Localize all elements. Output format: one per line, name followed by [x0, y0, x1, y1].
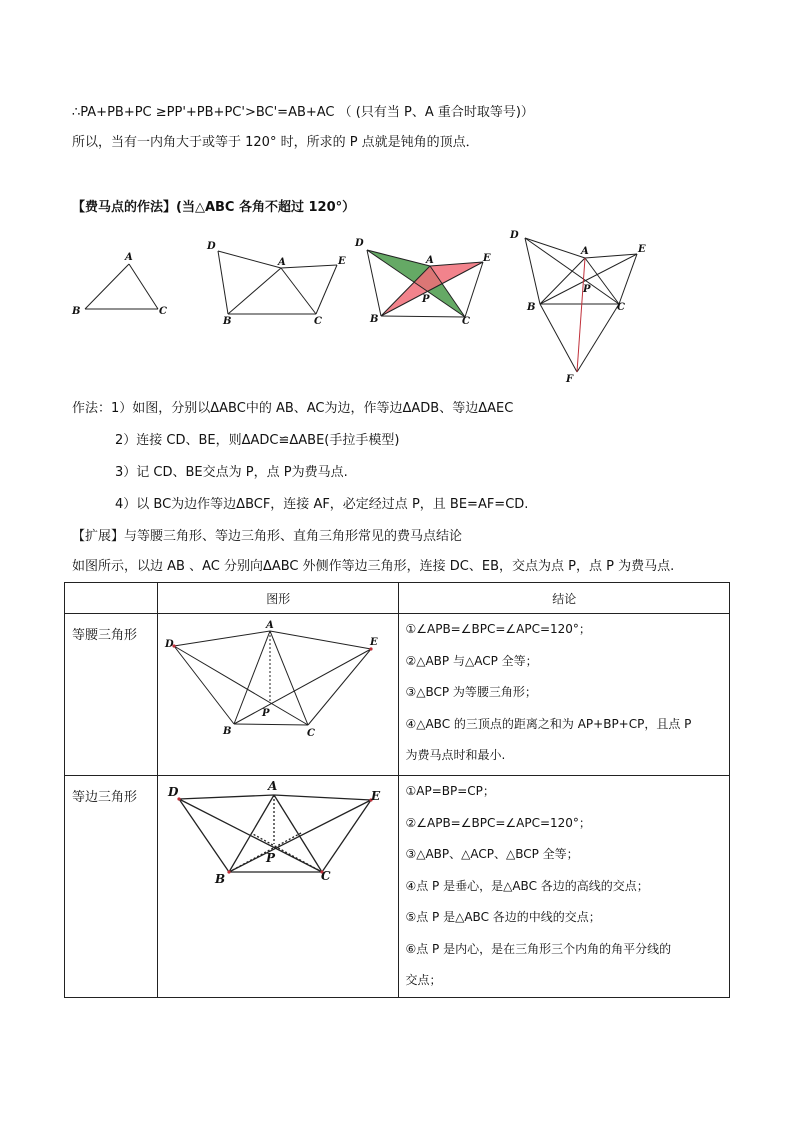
label-d: D: [355, 238, 364, 249]
conclusion-item: ②△ABP 与△ACP 全等；: [405, 653, 538, 668]
label-a: A: [581, 246, 589, 257]
step-1: 作法：1）如图，分别以ΔABC中的 AB、AC为边，作等边ΔADB、等边ΔAEC: [72, 401, 514, 416]
segment-ac: [129, 264, 158, 309]
conclusion-item: ③△BCP 为等腰三角形；: [405, 685, 537, 699]
conclusion-item: ④△ABC 的三顶点的距离之和为 AP+BP+CP，且点 P: [405, 716, 692, 731]
label-c: C: [159, 306, 167, 317]
conclusion-line: 所以，当有一内角大于或等于 120° 时，所求的 P 点就是钝角的顶点．: [72, 135, 479, 150]
label-c: C: [321, 869, 331, 883]
label-a: A: [278, 257, 286, 268]
conclusion-item: ⑤点 P 是△ABC 各边的中线的交点；: [405, 910, 601, 924]
extension-heading: 【扩展】与等腰三角形、等边三角形、直角三角形常见的费马点结论: [72, 529, 463, 544]
label-d: D: [207, 241, 216, 252]
figure-colored-construction: [350, 232, 500, 328]
figure-equilateral: [158, 776, 398, 926]
step-2: 2）连接 CD、BE，则ΔADC≌ΔABE(手拉手模型): [115, 433, 400, 448]
table-row: [65, 614, 730, 776]
proof-line: ∴PA+PB+PC ≥PP'+PB+PC'>BC'=AB+AC （ (只有当 P、A 重合时取等号)）: [72, 105, 534, 120]
label-b: B: [223, 316, 232, 327]
label-c: C: [314, 316, 322, 327]
shape-type: 等腰三角形: [65, 614, 158, 776]
label-d: D: [510, 230, 519, 241]
label-b: B: [223, 726, 232, 737]
extension-intro: 如图所示，以边 AB 、AC 分别向ΔABC 外侧作等边三角形，连接 DC、EB，交点为点 P，点 P 为费马点.: [72, 559, 675, 574]
conclusion-item: ④点 P 是垂心，是△ABC 各边的高线的交点；: [405, 878, 649, 893]
figure-triangle-abc: [68, 248, 178, 320]
label-p: P: [422, 294, 430, 305]
label-a: A: [268, 779, 278, 793]
segment-ab: [85, 264, 129, 309]
table-header: [65, 583, 158, 614]
table-row: [65, 776, 730, 998]
label-a: A: [125, 252, 133, 263]
label-f: F: [566, 374, 574, 385]
label-a: A: [266, 620, 274, 631]
conclusion-item: ②∠APB=∠BPC=∠APC=120°；: [405, 815, 591, 830]
conclusion-item: ③△ABP、△ACP、△BCP 全等；: [405, 847, 579, 861]
conclusion-item: ①∠APB=∠BPC=∠APC=120°；: [405, 622, 591, 636]
step-3: 3）记 CD、BE交点为 P，点 P为费马点.: [115, 465, 348, 480]
conclusions-cell: [399, 776, 730, 998]
conclusions-cell: [399, 614, 730, 776]
label-c: C: [617, 302, 625, 313]
conclusion-item: 为费马点时和最小.: [405, 748, 506, 762]
label-b: B: [215, 872, 226, 886]
figure-cell: [158, 776, 399, 998]
figure-equilateral-construction: [200, 236, 360, 332]
label-c: C: [307, 728, 316, 739]
label-d: D: [165, 639, 174, 650]
conclusion-item: 交点；: [405, 973, 442, 987]
figure-cell: [158, 614, 399, 776]
label-p: P: [266, 851, 276, 865]
label-b: B: [370, 314, 379, 325]
table-header: 图形: [158, 583, 399, 614]
label-e: E: [338, 256, 346, 267]
conclusion-table: [64, 582, 730, 998]
label-d: D: [168, 785, 179, 799]
label-e: E: [638, 244, 646, 255]
figure-fermat-point: [505, 226, 655, 386]
label-e: E: [483, 253, 491, 264]
label-p: P: [262, 708, 270, 719]
label-b: B: [527, 302, 536, 313]
label-a: A: [426, 255, 434, 266]
shape-type: 等边三角形: [65, 776, 158, 998]
label-e: E: [371, 789, 381, 803]
step-4: 4）以 BC为边作等边ΔBCF，连接 AF，必定经过点 P，且 BE=AF=CD.: [115, 497, 529, 512]
conclusion-item: ⑥点 P 是内心，是在三角形三个内角的角平分线的: [405, 941, 672, 956]
label-e: E: [370, 637, 378, 648]
table-header-row: [65, 583, 730, 614]
label-p: P: [583, 284, 591, 295]
conclusion-item: ①AP=BP=CP；: [405, 784, 495, 798]
figure-isosceles: [158, 614, 398, 772]
label-c: C: [462, 316, 470, 327]
label-b: B: [72, 306, 81, 317]
table-header: 结论: [399, 583, 730, 614]
section-heading: 【费马点的作法】(当△ABC 各角不超过 120°）: [72, 200, 356, 215]
